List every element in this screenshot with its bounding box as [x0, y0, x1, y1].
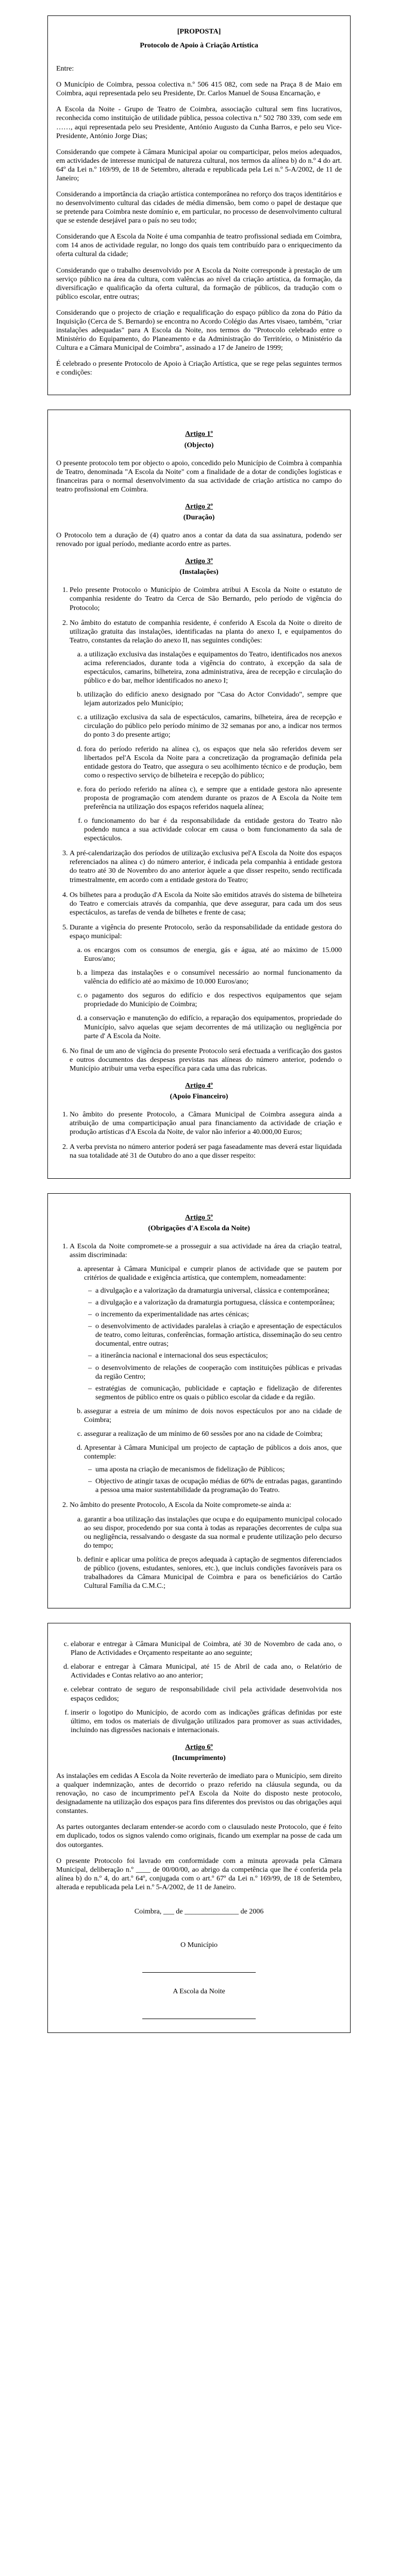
article-3-item-1: 1. Pelo presente Protocolo o Município de Coimbra atribui A Escola da Noite o estatuto de companhia residente do Teatro da Cerca de São Bernardo, pelo período de vigência do Protocolo; [70, 586, 342, 612]
article-2-number: Artigo 2º [185, 502, 213, 511]
article-3-item-5d: d. a conservação e manutenção do edifício, a reparação dos equipamentos, propriedade do Município, salvo aquelas que sejam decorrentes de má utilização ou negligência por parte d' A Escola da Noite. [84, 1014, 342, 1040]
article-6-text-2: As partes outorgantes declaram entender-se acordo com o clausulado neste Protocolo, que é feito em duplicado, todos os signos valendo como originais, ficando um exemplar na posse de cada um dos outorgantes. [56, 1823, 342, 1849]
intro-considering-1: Considerando que compete à Câmara Municipal apoiar ou comparticipar, pelos meios adequados, em actividades de interesse municipal de natureza cultural, nos termos da alínea b) do n.º 4 do art. 64º da Lei n.º 169/99, de 18 de Setembro, alterada e republicada pela Lei n.º 5-A/2002, de 11 de Janeiro; [56, 148, 342, 182]
article-3-item-2 [70, 619, 342, 843]
article-3-item-2-text: No âmbito do estatuto de companhia residente, é conferido A Escola da Noite o direito de utilização gratuita das instalações, identificadas na planta do anexo I, e equipamentos do Teatro, constantes da relação do anexo II, nas seguintes condições: [70, 619, 342, 645]
article-3-list [56, 586, 342, 1073]
article-3-item-5c: c. o pagamento dos seguros do edifício e dos respectivos equipamentos que sejam propriedade do Município de Coimbra; [84, 991, 342, 1009]
section-article-5 [47, 1193, 351, 1609]
article-3-item-2-sublist [70, 650, 342, 843]
article-3-item-2b: b. utilização do edifício anexo designado por "Casa do Actor Convidado", sempre que lejam autorizados pelo Município; [84, 690, 342, 708]
article-2-text: O Protocolo tem a duração de (4) quatro anos a contar da data da sua assinatura, podendo ser renovado por igual período, mediante acordo entre as partes. [56, 532, 342, 549]
article-5-bullet: – a divulgação e a valorização da dramaturgia universal, clássica e contemporânea; [95, 1286, 342, 1295]
document-title: Protocolo de Apoio à Criação Artística [140, 42, 258, 50]
article-4-number: Artigo 4º [185, 1081, 213, 1090]
article-5-item-1 [70, 1242, 342, 1495]
article-1-title: (Objecto) [184, 441, 214, 449]
article-5-item-2-sublist [70, 1515, 342, 1591]
article-3-number: Artigo 3º [185, 557, 213, 566]
article-5-item-2e: e. celebrar contrato de seguro de responsabilidade civil pela actividade desenvolvida nos espaços cedidos; [71, 1685, 342, 1703]
article-5-bullet: – o desenvolvimento de relações de cooperação com instituições públicas e privadas da região Centro; [95, 1364, 342, 1381]
section-article-6 [47, 1623, 351, 2033]
intro-considering-5: Considerando que o projecto de criação e requalificação do espaço público da zona do Pátio da Inquisição (Cerca de S. Bernardo) se encontra no Acordo Colégio das Artes visaeo, também, "criar instalações adequadas" para A Escola da Noite, nos termos do "Protocolo celebrado entre o Ministério do Equipamento, do Planeamento e da Administração do Território, o Ministério da Cultura e a Câmara Municipal de Coimbra", assinado a 17 de Janeiro de 1999; [56, 309, 342, 352]
article-5-item-2-text: No âmbito do presente Protocolo, A Escola da Noite compromete-se ainda a: [70, 1501, 291, 1510]
article-5-item-1b: b. assegurar a estreia de um mínimo de dois novos espectáculos por ano na cidade de Coimbra; [84, 1407, 342, 1425]
article-5-item-1c: c. assegurar a realização de um mínimo de 60 sessões por ano na cidade de Coimbra; [84, 1430, 342, 1438]
article-5-item-2-sublist-cont [56, 1640, 342, 1735]
article-3-item-4: 4. Os bilhetes para a produção d'A Escola da Noite são emitidos através do sistema de bilheteira do Teatro e comerciais através da companhia, que deve assegurar, para cada um dos seus espectáculos, as tarefas de venda de bilhetes e frente de casa; [70, 891, 342, 917]
article-3-title: (Instalações) [179, 568, 219, 577]
intro-considering-3: Considerando que A Escola da Noite é uma companhia de teatro profissional sediada em Coimbra, com 14 anos de actividade regular, no longo dos quais tem contribuído para o enriquecimento da oferta cultural da cidade; [56, 233, 342, 259]
article-2-title: (Duração) [183, 513, 215, 521]
article-3-item-2d: d. fora do período referido na alínea c), os espaços que nela são referidos devem ser libertados pel'A Escola da Noite para a concretização da programação definida pela entidade gestora do Teatro, que assegura o seu acolhimento técnico e de produção, bem como o respectivo serviço de bilheteira e recepção do público; [84, 745, 342, 780]
article-5-item-1-sublist [70, 1265, 342, 1495]
article-6-text-1: As instalações em cedidas A Escola da Noite reverterão de imediato para o Município, sem direito a qualquer indemnização, antes de decorrido o prazo referido na cláusula segunda, ou da renovação, no caso de incumprimento pel'A Escola da Noite do disposto neste protocolo, designadamente na utilização dos espaços para fins diferentes dos previstos ou das obrigações aqui constantes. [56, 1772, 342, 1816]
article-3-item-5b: b. a limpeza das instalações e o consumível necessário ao normal funcionamento da valência do edifício até ao máximo de 10.000 Euros/ano; [84, 969, 342, 986]
article-1-text: O presente protocolo tem por objecto o apoio, concedido pelo Município de Coimbra à companhia de Teatro, denominada "A Escola da Noite" com a finalidade de a dotar de condições logísticas e financeiras para o normal desenvolvimento da sua actividade de criação artística no campo do teatro profissional em Coimbra. [56, 459, 342, 494]
article-5-item-2c: c. elaborar e entregar à Câmara Municipal de Coimbra, até 30 de Novembro de cada ano, o Plano de Actividades e Orçamento respeitante ao ano seguinte; [71, 1640, 342, 1657]
article-5-bullet: – a divulgação e a valorização da dramaturgia portuguesa, clássica e contemporânea; [95, 1298, 342, 1307]
section-articles-1-4 [47, 410, 351, 1178]
article-3-item-5a: a. os encargos com os consumos de energia, gás e água, até ao máximo de 15.000 Euros/ano; [84, 946, 342, 963]
article-5-item-1-text: A Escola da Noite compromete-se a prosseguir a sua actividade na área da criação teatral, assim discriminada: [70, 1242, 342, 1259]
article-5-item-1a [84, 1265, 342, 1402]
article-3-item-5-sublist [70, 946, 342, 1041]
article-5-item-1d-bullets [84, 1465, 342, 1495]
article-3-item-5 [70, 923, 342, 1041]
signature-company-label: A Escola da Noite [173, 1988, 225, 1996]
article-5-item-2b: b. definir e aplicar uma política de preços adequada à captação de segmentos diferenciados de público (jovens, estudantes, seniores, etc.), que incluis condições favoráveis para os trabalhadores da Câmara Municipal de Coimbra e para os beneficiários do Cartão Cultural Família da C.M.C.; [84, 1555, 342, 1590]
signature-line-municipality [142, 1972, 256, 1973]
article-5-bullet: – Objectivo de atingir taxas de ocupação médias de 60% de entradas pagas, garantindo a pessoa uma maior sustentabilidade da programação do Teatro. [95, 1477, 342, 1495]
article-3-item-6: 6. No final de um ano de vigência do presente Protocolo será efectuada a verificação dos gastos e outros documentos das despesas previstas nas alíneas do número anterior, podendo o Município atribuir uma verba específica para cada uma das rubricas. [70, 1047, 342, 1073]
article-4-title: (Apoio Financeiro) [170, 1093, 228, 1101]
article-3-item-2c: c. a utilização exclusiva da sala de espectáculos, camarins, bilheteira, área de recepção e circulação do público pelo período mínimo de 32 semanas por ano, a indicar nos termos do ponto 3 do presente artigo; [84, 713, 342, 739]
article-5-item-2 [70, 1501, 342, 1590]
signature-date-line: Coimbra, ___ de _______________ de 2006 [134, 1907, 264, 1916]
article-5-bullet: – a itinerância nacional e internacional dos seus espectáculos; [95, 1351, 342, 1360]
article-5-item-1d [84, 1444, 342, 1495]
document-label: [PROPOSTA] [177, 28, 221, 36]
article-4-item-2: 2. A verba prevista no número anterior poderá ser paga faseadamente mas deverá estar liquidada na sua totalidade até 31 de Outubro do ano a que disser respeito: [70, 1143, 342, 1160]
article-5-title: (Obrigações d'A Escola da Noite) [148, 1224, 250, 1232]
article-3-item-2e: e. fora do período referido na alínea c), e sempre que a entidade gestora não apresente proposta de programação com atendem durante os prazos de A Escola da Noite tem preferência na utilização dos espaços referidos naquela alínea; [84, 785, 342, 811]
article-5-item-2a: a. garantir a boa utilização das instalações que ocupa e do equipamento municipal colocado ao seu dispor, procedendo por sua conta à todas as reparações decorrentes de culpa sua ou negligência, ressalvando o desgaste da sua normal e prudente utilização pelo decurso do tempo; [84, 1515, 342, 1550]
intro-party-company: A Escola da Noite - Grupo de Teatro de Coimbra, associação cultural sem fins lucrativos, reconhecida como instituição de utilidade pública, pessoa colectiva n.º 502 780 339, com sede em ……, aqui representada pelo seu Presidente, António Augusto da Cunha Barros, e pelo seu Vice-Presidente, António Jorge Dias; [56, 106, 342, 140]
article-1-number: Artigo 1º [185, 430, 213, 438]
article-5-item-2d: d. elaborar e entregar à Câmara Municipal, até 15 de Abril de cada ano, o Relatório de Actividades e Contas relativo ao ano anterior; [71, 1663, 342, 1680]
article-5-bullet: – o desenvolvimento de actividades paralelas à criação e apresentação de espectáculos de teatro, como leituras, conferências, formação artística, disseminação do seu centro documental, entre outras; [95, 1322, 342, 1348]
article-6-text-3: O presente Protocolo foi lavrado em conformidade com a minuta aprovada pela Câmara Municipal, deliberação n.º ____ de 00/00/00, ao abrigo da competência que lhe é conferida pela alínea b) do n.º 4, do art.º 64º, conjugada com o art.º 67º da Lei n.º 169/99, de 18 de Setembro, alterada e republicada pela Lei n.º 5-A/2002, de 11 de Janeiro. [56, 1857, 342, 1891]
article-6-title: (Incumprimento) [172, 1754, 226, 1762]
article-5-bullet: – estratégias de comunicação, publicidade e captação e fidelização de diferentes segmentos de público entre os quais o público escolar da cidade e da região. [95, 1384, 342, 1402]
article-6-number: Artigo 6º [185, 1743, 213, 1751]
article-5-item-1a-text: apresentar à Câmara Municipal e cumprir planos de actividade que se pautem por critérios de qualidade e exigência artística, que contemplem, nomeadamente: [84, 1265, 342, 1282]
intro-considering-2: Considerando a importância da criação artística contemporânea no reforço dos traços identitários e no desenvolvimento cultural das cidades de média dimensão, bem como o papel de destaque que se pretende para Coimbra neste domínio e, em particular, no processo de desenvolvimento cultural que se estende desejável para o país no seu todo; [56, 191, 342, 225]
article-5-number: Artigo 5º [185, 1213, 213, 1222]
article-5-item-2f: f. inserir o logotipo do Município, de acordo com as indicações gráficas definidas por este último, em todos os materiais de divulgação utilizados para promover as suas actividades, incluindo nas digressões nacionais e internacionais. [71, 1708, 342, 1735]
article-3-item-2a: a. a utilização exclusiva das instalações e equipamentos do Teatro, identificados nos anexos acima referenciados, durante toda a vigência do contrato, à excepção da sala de espectáculos, camarins, bilheteira, zona administrativa, área de recepção e circulação do público e do bar, melhor identificados no anexo I; [84, 650, 342, 685]
article-3-item-3: 3. A pré-calendarização dos períodos de utilização exclusiva pel'A Escola da Noite dos espaços referenciados na alínea c) do número anterior, é indicada pela companhia à entidade gestora do teatro até 30 de Novembro do ano anterior àquele a que disser respeito, sendo rectificada trimestralmente, em acordo com a entidade gestora do Teatro; [70, 849, 342, 884]
article-4-list [56, 1110, 342, 1160]
section-preamble [47, 15, 351, 395]
article-5-bullet: – uma aposta na criação de mecanismos de fidelização de Públicos; [95, 1465, 342, 1474]
article-5-item-1d-text: Apresentar à Câmara Municipal um projecto de captação de públicos a dois anos, que contemple: [84, 1444, 342, 1461]
article-5-list [56, 1242, 342, 1591]
article-3-item-5-text: Durante a vigência do presente Protocolo, serão da responsabilidade da entidade gestora do espaço municipal: [70, 923, 342, 940]
article-5-item-1a-bullets [84, 1286, 342, 1402]
article-4-item-1: 1. No âmbito do presente Protocolo, a Câmara Municipal de Coimbra assegura ainda a atribuição de uma comparticipação anual para financiamento da actividade de criação e produção artísticas d'A Escola da Noite, de valor não inferior a 40.000,00 Euros; [70, 1110, 342, 1137]
intro-party-municipality: O Município de Coimbra, pessoa colectiva n.º 506 415 082, com sede na Praça 8 de Maio em Coimbra, aqui representada pelo seu Presidente, Dr. Carlos Manuel de Sousa Encarnação, e [56, 81, 342, 98]
intro-considering-4: Considerando que o trabalho desenvolvido por A Escola da Noite corresponde à prestação de um serviço público na área da cultura, com valências ao nível da criação artística, da formação, da diversificação e qualificação da oferta cultural, da formação de públicos, da tradução com o público escolar, entre outras; [56, 266, 342, 301]
article-3-item-2f: f. o funcionamento do bar é da responsabilidade da entidade gestora do Teatro não podendo nunca a sua actividade colocar em causa o bom funcionamento da sala de espectáculos. [84, 817, 342, 843]
signature-municipality-label: O Município [180, 1941, 218, 1950]
intro-between: Entre: [56, 65, 74, 73]
intro-closing: É celebrado o presente Protocolo de Apoio à Criação Artística, que se rege pelas seguintes termos e condições: [56, 360, 342, 377]
article-5-bullet: – o incremento da experimentalidade nas artes cénicas; [95, 1310, 342, 1319]
